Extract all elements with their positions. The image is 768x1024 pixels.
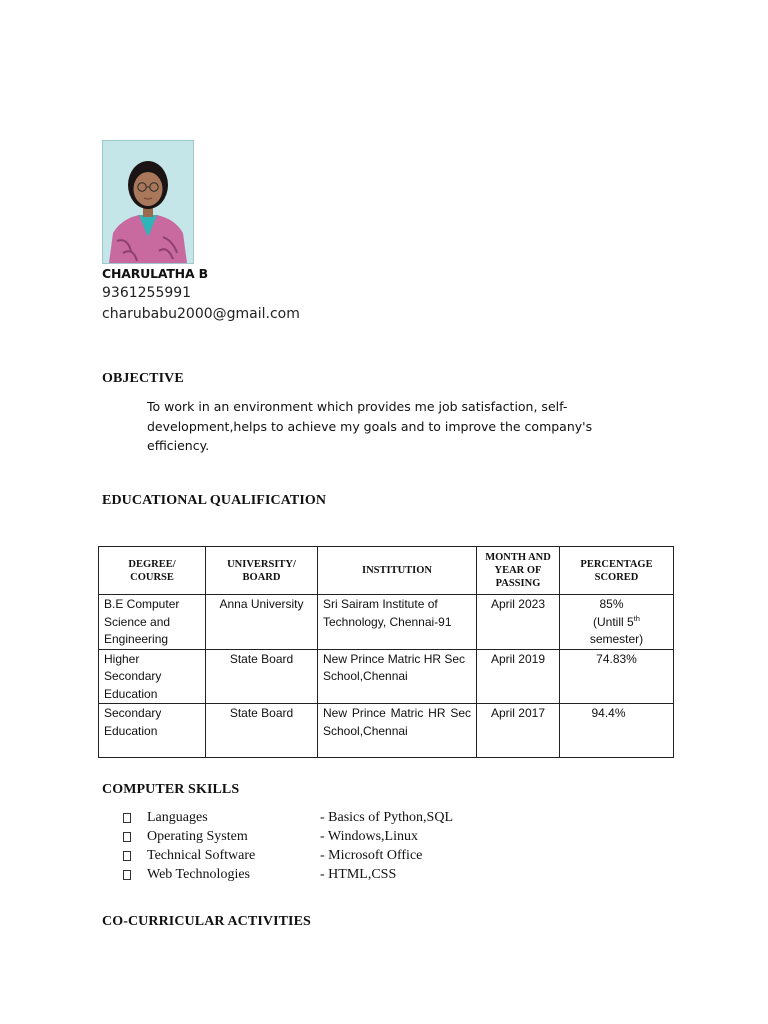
phone-number: 9361255991 [102, 285, 192, 301]
table-row [99, 595, 674, 650]
objective-heading: OBJECTIVE [102, 371, 184, 386]
skill-name: Languages [147, 810, 208, 825]
education-table [98, 546, 674, 758]
bullet-box-icon [123, 851, 131, 861]
cell-board: State Board [206, 649, 318, 704]
profile-photo [102, 140, 194, 264]
cell-institution: Sri Sairam Institute of Technology, Chennai-91 [318, 595, 477, 650]
objective-text: To work in an environment which provides me job satisfaction, self-development,helps to achieve my goals and to improve the company's efficiency. [147, 399, 593, 453]
skill-value: - HTML,CSS [320, 867, 397, 882]
skill-name: Web Technologies [147, 867, 250, 882]
column-header-board: UNIVERSITY/ BOARD [206, 547, 318, 595]
skill-value: - Windows,Linux [320, 829, 418, 844]
cocurricular-heading: CO-CURRICULAR ACTIVITIES [102, 914, 311, 929]
email-address: charubabu2000@gmail.com [102, 306, 300, 322]
cell-degree: Higher Secondary Education [99, 649, 206, 704]
cell-passing: April 2017 [477, 704, 560, 758]
cell-degree: B.E Computer Science and Engineering [99, 595, 206, 650]
column-header-percentage: PERCENTAGE SCORED [560, 547, 674, 595]
bullet-box-icon [123, 870, 131, 880]
education-heading: EDUCATIONAL QUALIFICATION [102, 493, 327, 508]
bullet-box-icon [123, 832, 131, 842]
cell-percentage: 85% (Untill 5th semester) [560, 595, 674, 650]
cell-passing: April 2019 [477, 649, 560, 704]
column-header-passing: MONTH AND YEAR OF PASSING [477, 547, 560, 595]
skill-value: - Basics of Python,SQL [320, 810, 453, 825]
table-header-row [99, 547, 674, 595]
cell-percentage: 74.83% [560, 649, 674, 704]
cell-percentage: 94.4% [560, 704, 674, 758]
percentage-note: (Untill 5th [593, 613, 640, 629]
table-row [99, 704, 674, 758]
cell-degree: Secondary Education [99, 704, 206, 758]
cell-board: Anna University [206, 595, 318, 650]
column-header-degree: DEGREE/ COURSE [99, 547, 206, 595]
table-row [99, 649, 674, 704]
bullet-box-icon [123, 813, 131, 823]
cell-passing: April 2023 [477, 595, 560, 650]
candidate-name: CHARULATHA B [102, 266, 208, 281]
cell-institution: New Prince Matric HR Sec School,Chennai [318, 649, 477, 704]
skill-name: Technical Software [147, 848, 256, 863]
cell-board: State Board [206, 704, 318, 758]
skill-value: - Microsoft Office [320, 848, 423, 863]
cell-institution: New Prince Matric HR Sec School,Chennai [318, 704, 477, 758]
column-header-institution: INSTITUTION [318, 547, 477, 595]
skills-heading: COMPUTER SKILLS [102, 782, 240, 797]
skill-name: Operating System [147, 829, 248, 844]
